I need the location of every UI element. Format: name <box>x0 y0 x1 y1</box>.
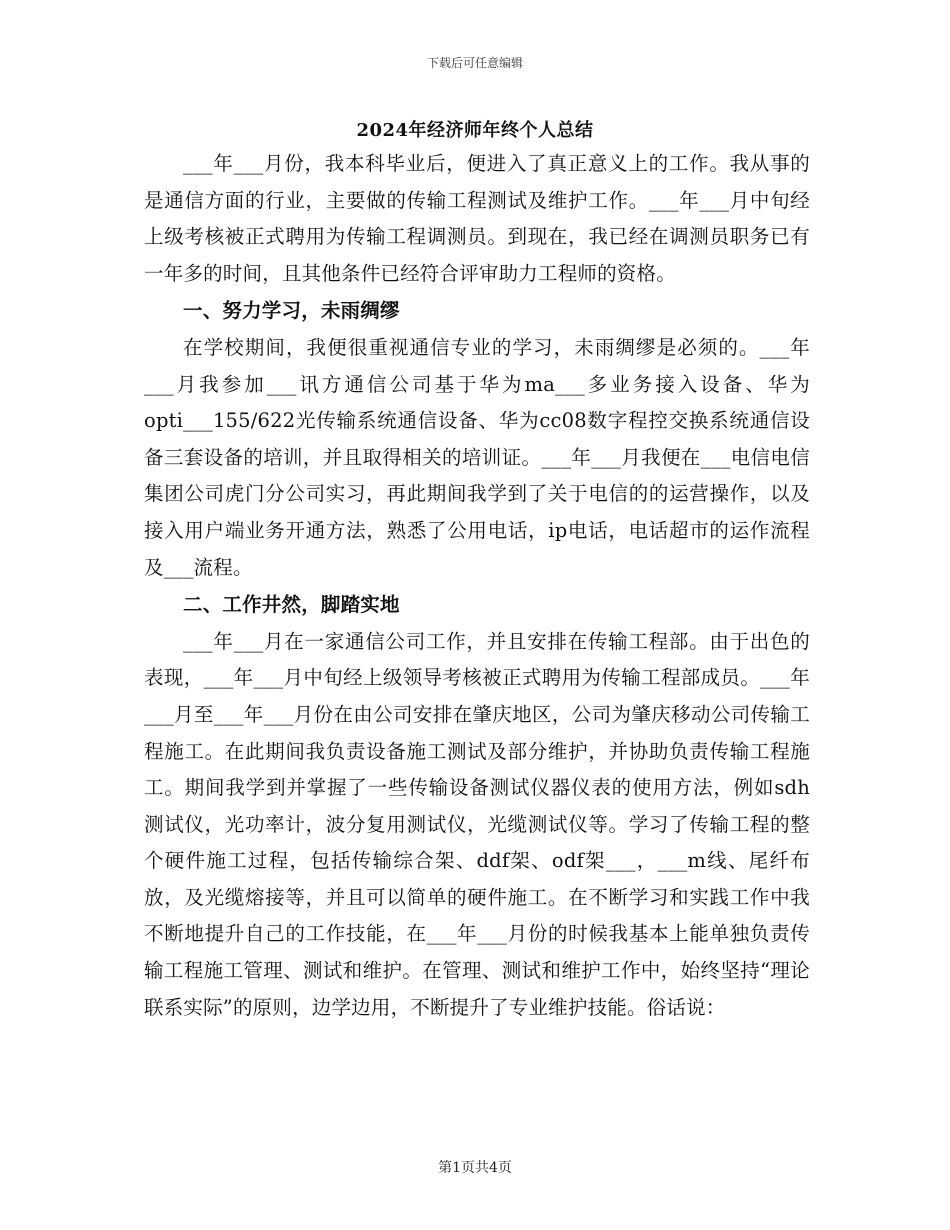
document-body <box>144 146 810 1026</box>
section-heading-2: 二、工作井然，脚踏实地 <box>183 593 400 617</box>
section-heading-1: 一、努力学习，未雨绸缪 <box>183 299 400 323</box>
paragraph-work: ___年___月在一家通信公司工作，并且安排在传输工程部。由于出色的表现，___年___月中旬经上级领导考核被正式聘用为传输工程部成员。___年___月至___年___月份在由公司安排在肇庆地区，公司为肇庆移动公司传输工程施工。在此期间我负责设备施工测试及部分维护，并协助负责传输工程施工。期间我学到并掌握了一些传输设备测试仪器仪表的使用方法，例如sdh测试仪，光功率计，波分复用测试仪，光缆测试仪等。学习了传输工程的整个硬件施工过程，包括传输综合架、ddf架、odf架___，___m线、尾纤布放，及光缆熔接等，并且可以简单的硬件施工。在不断学习和实践工作中我不断地提升自己的工作技能，在___年___月份的时候我基本上能单独负责传输工程施工管理、测试和维护。在管理、测试和维护工作中，始终坚持“理论联系实际”的原则，边学边用，不断提升了专业维护技能。俗话说： <box>144 629 810 1019</box>
header-note: 下载后可任意编辑 <box>426 56 523 70</box>
page-footer: 第1页共4页 <box>438 1160 512 1176</box>
paragraph-study: 在学校期间，我便很重视通信专业的学习，未雨绸缪是必须的。___年___月我参加___讯方通信公司基于华为ma___多业务接入设备、华为opti___155/622光传输系统通信设备、华为cc08数字程控交换系统通信设备三套设备的培训，并且取得相关的培训证。___年___月我便在___电信电信集团公司虎门分公司实习，再此期间我学到了关于电信的的运营操作，以及接入用户端业务开通方法，熟悉了公用电话，ip电话，电话超市的运作流程及___流程。 <box>144 335 810 579</box>
document-title: 2024年经济师年终个人总结 <box>356 120 594 141</box>
paragraph-intro: ___年___月份，我本科毕业后，便进入了真正意义上的工作。我从事的是通信方面的行业，主要做的传输工程测试及维护工作。___年___月中旬经上级考核被正式聘用为传输工程调测员。到现在，我已经在调测员职务已有一年多的时间，且其他条件已经符合评审助力工程师的资格。 <box>144 152 810 285</box>
